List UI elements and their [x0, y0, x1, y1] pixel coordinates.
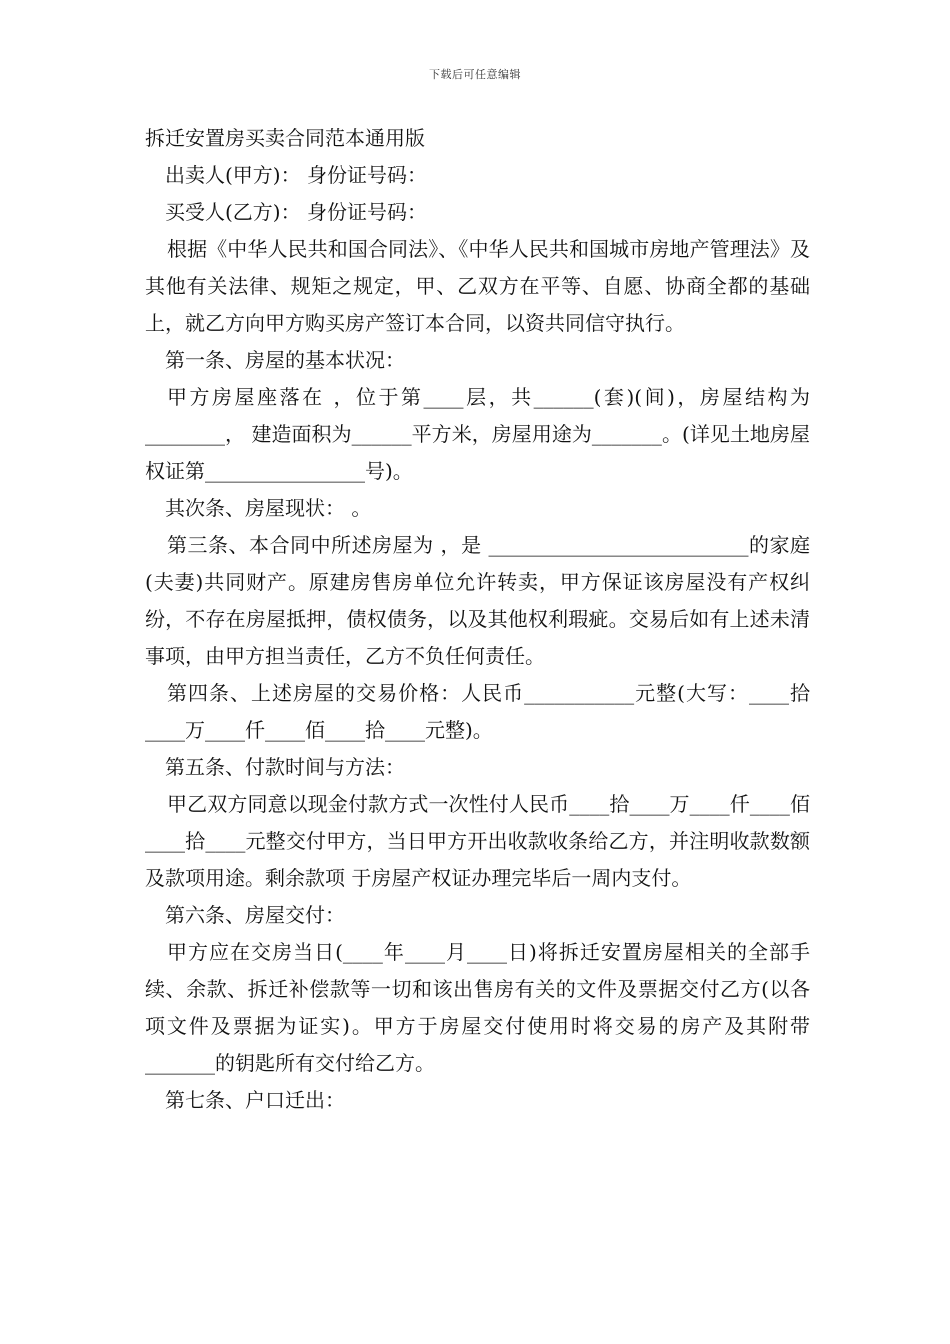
article5-heading: 第五条、付款时间与方法：	[165, 755, 405, 779]
seller-line: 出卖人(甲方)： 身份证号码：	[165, 163, 427, 187]
contract-body	[145, 120, 810, 1119]
article5-paragraph: 甲乙双方同意以现金付款方式一次性付人民币____拾____万____仟____佰____拾____元整交付甲方，当日甲方开出收款收条给乙方，并注明收款数额及款项用途。剩余款项 于房屋产权证办理完毕后一周内支付。	[145, 792, 810, 890]
buyer-line: 买受人(乙方)： 身份证号码：	[165, 200, 427, 224]
document-title: 拆迁安置房买卖合同范本通用版	[145, 126, 425, 150]
page-header-note: 下载后可任意编辑	[429, 68, 521, 81]
preamble-paragraph: 根据《中华人民共和国合同法》、《中华人民共和国城市房地产管理法》及其他有关法律、规矩之规定，甲、乙双方在平等、自愿、协商全都的基础上，就乙方向甲方购买房产签订本合同，以资共同信守执行。	[145, 237, 810, 335]
article3-paragraph: 第三条、本合同中所述房屋为 ，是 __________________________的家庭(夫妻)共同财产。原建房售房单位允许转卖，甲方保证该房屋没有产权纠纷，不存在房屋抵押，债权债务，以及其他权利瑕疵。交易后如有上述未清事项，由甲方担当责任，乙方不负任何责任。	[145, 533, 810, 668]
article2-heading: 其次条、房屋现状： 。	[165, 496, 372, 520]
article1-heading: 第一条、房屋的基本状况：	[165, 348, 405, 372]
article6-paragraph: 甲方应在交房当日(____年____月____日)将拆迁安置房屋相关的全部手续、余款、拆迁补偿款等一切和该出售房有关的文件及票据交付乙方(以各项文件及票据为证实)。甲方于房屋交付使用时将交易的房产及其附带_______的钥匙所有交付给乙方。	[145, 940, 810, 1075]
article7-heading: 第七条、户口迁出：	[165, 1088, 345, 1112]
article4-paragraph: 第四条、上述房屋的交易价格：人民币___________元整(大写：____拾____万____仟____佰____拾____元整)。	[145, 681, 810, 742]
article1-paragraph: 甲方房屋座落在 ，位于第____层，共______(套)(间)，房屋结构为________， 建造面积为______平方米，房屋用途为_______。(详见土地房屋权证第________________号)。	[145, 385, 810, 483]
article6-heading: 第六条、房屋交付：	[165, 903, 345, 927]
